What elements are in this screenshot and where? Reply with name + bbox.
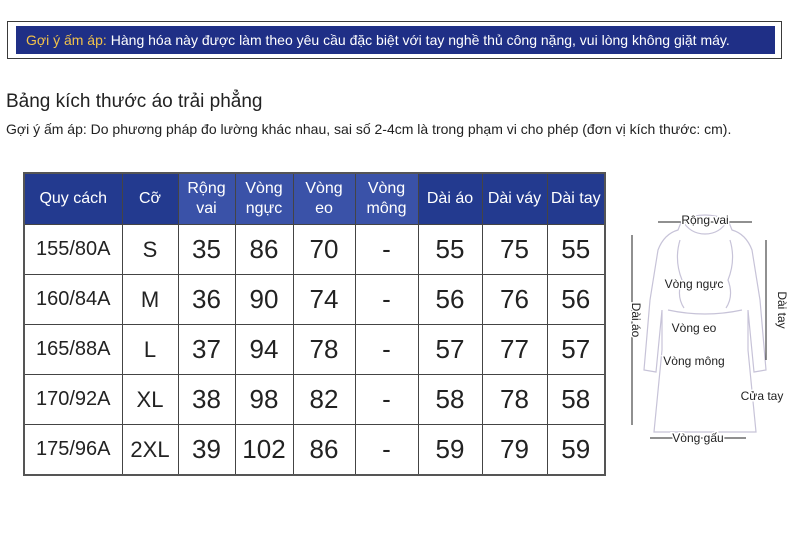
dress-waistline [668,310,742,314]
notice-box [16,26,775,54]
table-header-row [24,173,605,225]
cell-hip: - [355,275,418,325]
label-waist: Vòng eo [671,321,717,335]
label-garment-length: Dài áo [629,302,643,338]
cell-size: S [122,225,178,275]
cell-chest: 98 [235,375,293,425]
cell-sleeve-length: 55 [547,225,605,275]
cell-shoulder: 39 [178,425,235,476]
cell-size: XL [122,375,178,425]
header-spec: Quy cách [24,173,122,225]
cell-waist: 78 [293,325,355,375]
cell-chest: 94 [235,325,293,375]
cell-sleeve-length: 58 [547,375,605,425]
cell-sleeve-length: 56 [547,275,605,325]
cell-hip: - [355,375,418,425]
dress-ruffle-left [677,240,684,308]
header-chest: Vòng ngực [235,173,293,225]
cell-top-length: 56 [418,275,482,325]
label-cuff: Cửa tay [740,389,784,403]
table-row [24,275,605,325]
cell-shoulder: 35 [178,225,235,275]
notice-text: Hàng hóa này được làm theo yêu cầu đặc biệt với tay nghề thủ công nặng, vui lòng không giặt máy. [110,32,730,48]
cell-dress-length: 76 [482,275,547,325]
cell-size: M [122,275,178,325]
cell-waist: 82 [293,375,355,425]
cell-top-length: 57 [418,325,482,375]
cell-sleeve-length: 57 [547,325,605,375]
cell-top-length: 55 [418,225,482,275]
header-waist: Vòng eo [293,173,355,225]
cell-dress-length: 75 [482,225,547,275]
cell-hip: - [355,325,418,375]
dress-ruffle-right [726,240,733,308]
cell-chest: 90 [235,275,293,325]
cell-spec: 170/92A [24,375,122,425]
page-title: Bảng kích thước áo trải phẳng [6,91,263,112]
size-table [23,172,606,476]
header-hip: Vòng mông [355,173,418,225]
header-size: Cỡ [122,173,178,225]
cell-spec: 155/80A [24,225,122,275]
header-top-length: Dài áo [418,173,482,225]
notice-highlight: Gợi ý ấm áp: [26,32,107,48]
cell-dress-length: 79 [482,425,547,476]
cell-sleeve-length: 59 [547,425,605,476]
cell-shoulder: 37 [178,325,235,375]
label-hip: Vòng mông [663,354,725,368]
table-row [24,325,605,375]
header-sleeve-length: Dài tay [547,173,605,225]
cell-top-length: 59 [418,425,482,476]
page-subtitle: Gợi ý ấm áp: Do phương pháp đo lường khác nhau, sai số 2-4cm là trong phạm vi cho phép (đơn vị kích thước: cm). [6,121,732,137]
cell-chest: 86 [235,225,293,275]
label-shoulder: Rộng vai [681,213,729,227]
cell-hip: - [355,425,418,476]
cell-shoulder: 38 [178,375,235,425]
notice-banner [7,21,782,59]
label-chest: Vòng ngực [664,277,724,291]
cell-waist: 74 [293,275,355,325]
cell-top-length: 58 [418,375,482,425]
garment-diagram [620,200,790,450]
table-row [24,375,605,425]
header-dress-length: Dài váy [482,173,547,225]
cell-size: 2XL [122,425,178,476]
cell-waist: 70 [293,225,355,275]
cell-shoulder: 36 [178,275,235,325]
cell-spec: 160/84A [24,275,122,325]
cell-dress-length: 77 [482,325,547,375]
label-sleeve-length: Dài tay [775,291,789,329]
label-hem: Vòng gấu [672,431,724,445]
table-row [24,425,605,476]
cell-dress-length: 78 [482,375,547,425]
cell-waist: 86 [293,425,355,476]
cell-size: L [122,325,178,375]
table-row [24,225,605,275]
cell-spec: 165/88A [24,325,122,375]
cell-hip: - [355,225,418,275]
header-shoulder: Rộng vai [178,173,235,225]
cell-chest: 102 [235,425,293,476]
cell-spec: 175/96A [24,425,122,476]
